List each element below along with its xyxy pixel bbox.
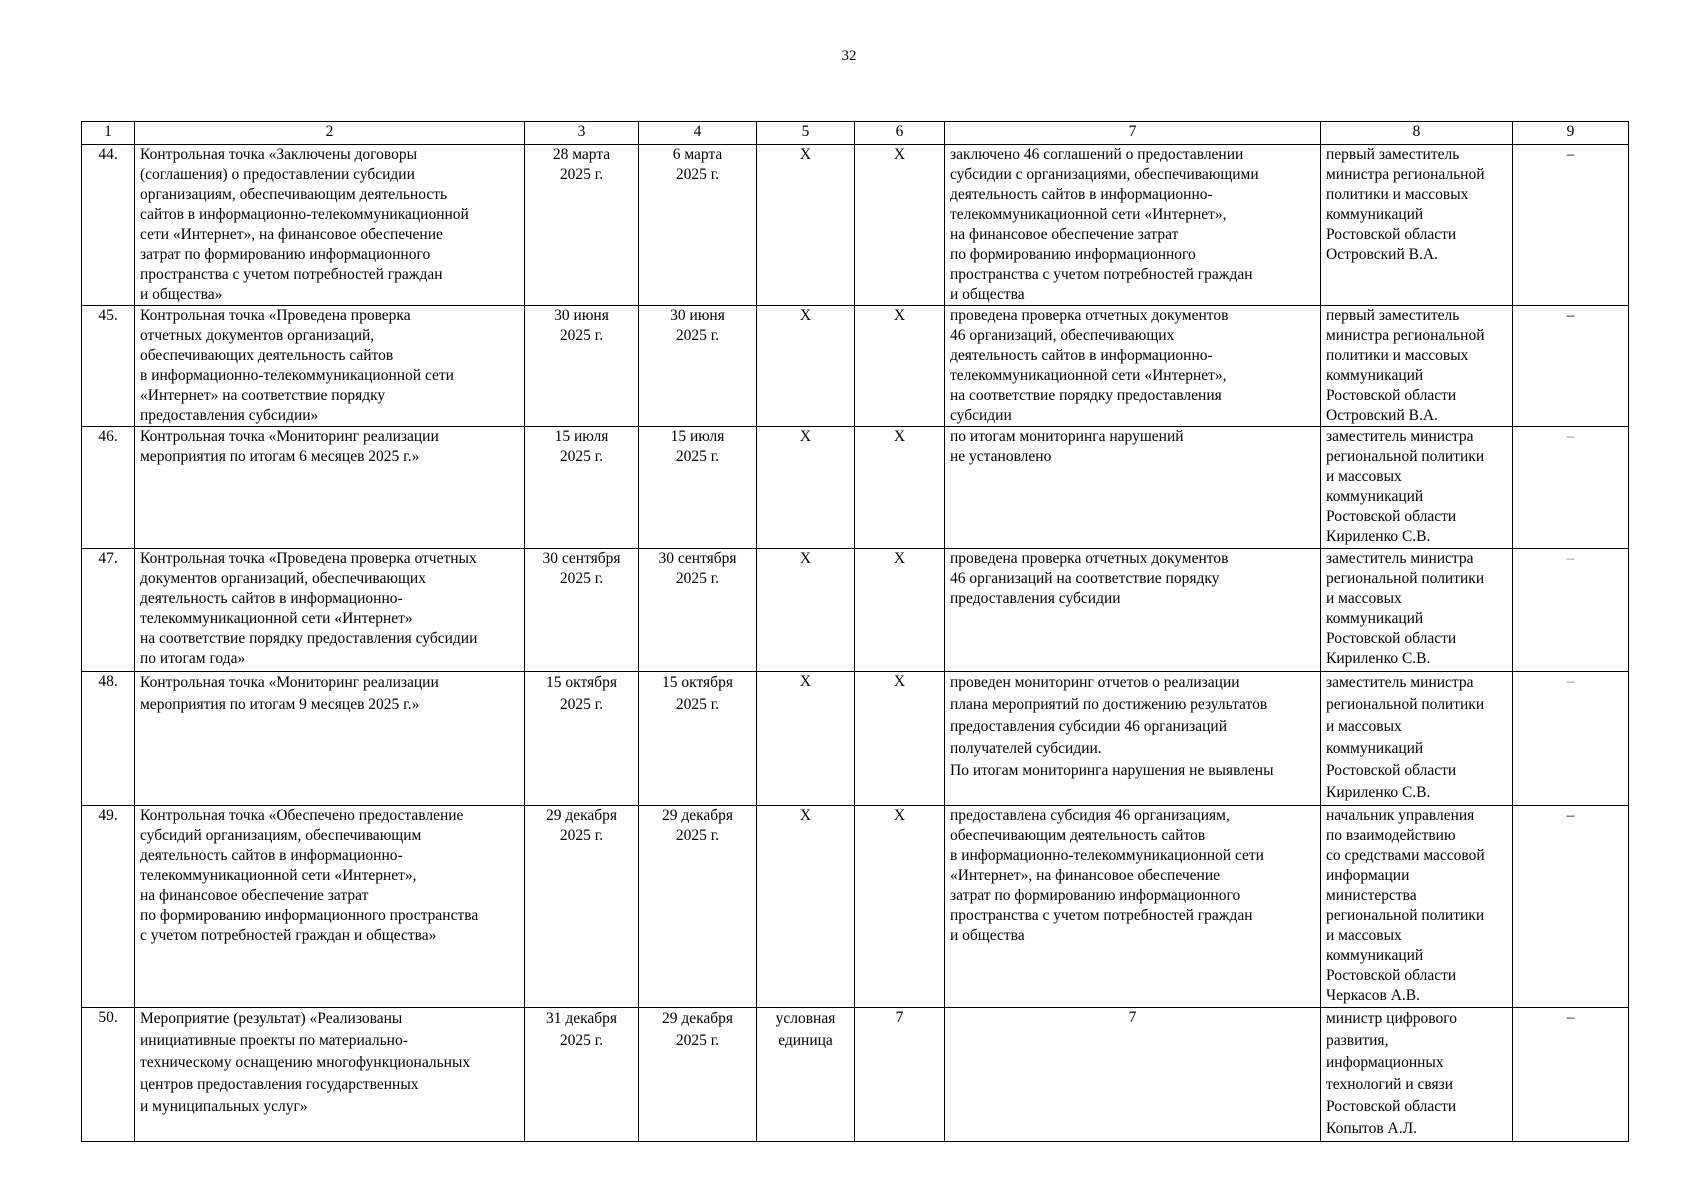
col5-value: Х bbox=[757, 306, 855, 427]
plan-date: 15 октября 2025 г. bbox=[525, 672, 639, 806]
fact-date: 15 октября 2025 г. bbox=[639, 672, 757, 806]
row-number: 49. bbox=[82, 806, 135, 1008]
result-text: предоставлена субсидия 46 организациям, обеспечивающим деятельность сайтов в информационно-телекоммуникационной сети «Интернет», на финансовое обеспечение затрат по формированию информационного пространства с учетом потребностей граждан и общества bbox=[945, 806, 1321, 1008]
fact-date: 29 декабря 2025 г. bbox=[639, 806, 757, 1008]
col9-value: – bbox=[1513, 1008, 1629, 1142]
col9-value: – bbox=[1513, 427, 1629, 549]
col5-value: Х bbox=[757, 549, 855, 672]
plan-date: 29 декабря 2025 г. bbox=[525, 806, 639, 1008]
result-text: проведена проверка отчетных документов 46 организаций, обеспечивающих деятельность сайтов в информационно- телекоммуникационной сети «Интернет», на соответствие порядку предоставления субсидии bbox=[945, 306, 1321, 427]
col6-value: Х bbox=[855, 549, 945, 672]
header-col-6: 6 bbox=[855, 122, 945, 145]
plan-date: 31 декабря 2025 г. bbox=[525, 1008, 639, 1142]
col9-value: – bbox=[1513, 306, 1629, 427]
responsible-person: заместитель министра региональной политики и массовых коммуникаций Ростовской области Кириленко С.В. bbox=[1321, 672, 1513, 806]
fact-date: 6 марта 2025 г. bbox=[639, 145, 757, 306]
col5-value: Х bbox=[757, 806, 855, 1008]
col9-value: – bbox=[1513, 806, 1629, 1008]
table-row bbox=[82, 145, 1629, 306]
event-name: Контрольная точка «Проведена проверка отчетных документов организаций, обеспечивающих деятельность сайтов в информационно-телекоммуникационной сети «Интернет» на соответствие порядку предоставления субсидии» bbox=[135, 306, 525, 427]
header-col-7: 7 bbox=[945, 122, 1321, 145]
header-col-8: 8 bbox=[1321, 122, 1513, 145]
header-col-3: 3 bbox=[525, 122, 639, 145]
table-row bbox=[82, 427, 1629, 549]
col9-value: – bbox=[1513, 672, 1629, 806]
plan-date: 30 июня 2025 г. bbox=[525, 306, 639, 427]
col6-value: 7 bbox=[855, 1008, 945, 1142]
event-name: Контрольная точка «Заключены договоры (соглашения) о предоставлении субсидии организациям, обеспечивающим деятельность сайтов в информационно-телекоммуникационной сети «Интернет», на финансовое обеспечение затрат по формированию информационного пространства с учетом потребностей граждан и общества» bbox=[135, 145, 525, 306]
responsible-person: первый заместитель министра региональной политики и массовых коммуникаций Ростовской области Островский В.А. bbox=[1321, 145, 1513, 306]
responsible-person: заместитель министра региональной политики и массовых коммуникаций Ростовской области Кириленко С.В. bbox=[1321, 427, 1513, 549]
result-text: проведена проверка отчетных документов 46 организаций на соответствие порядку предоставления субсидии bbox=[945, 549, 1321, 672]
table-row bbox=[82, 1008, 1629, 1142]
result-text: проведен мониторинг отчетов о реализации плана мероприятий по достижению результатов предоставления субсидии 46 организаций получателей субсидии. По итогам мониторинга нарушения не выявлены bbox=[945, 672, 1321, 806]
row-number: 50. bbox=[82, 1008, 135, 1142]
plan-date: 28 марта 2025 г. bbox=[525, 145, 639, 306]
col5-value: Х bbox=[757, 672, 855, 806]
responsible-person: первый заместитель министра региональной политики и массовых коммуникаций Ростовской области Островский В.А. bbox=[1321, 306, 1513, 427]
row-number: 48. bbox=[82, 672, 135, 806]
responsible-person: заместитель министра региональной политики и массовых коммуникаций Ростовской области Кириленко С.В. bbox=[1321, 549, 1513, 672]
responsible-person: министр цифрового развития, информационных технологий и связи Ростовской области Копытов А.Л. bbox=[1321, 1008, 1513, 1142]
plan-date: 15 июля 2025 г. bbox=[525, 427, 639, 549]
header-row bbox=[82, 122, 1629, 145]
col6-value: Х bbox=[855, 306, 945, 427]
header-col-4: 4 bbox=[639, 122, 757, 145]
table-row bbox=[82, 549, 1629, 672]
result-text: заключено 46 соглашений о предоставлении субсидии с организациями, обеспечивающими деятельность сайтов в информационно- телекоммуникационной сети «Интернет», на финансовое обеспечение затрат по формированию информационного пространства с учетом потребностей граждан и общества bbox=[945, 145, 1321, 306]
row-number: 47. bbox=[82, 549, 135, 672]
table-row bbox=[82, 806, 1629, 1008]
col5-value: условная единица bbox=[757, 1008, 855, 1142]
col6-value: Х bbox=[855, 145, 945, 306]
row-number: 45. bbox=[82, 306, 135, 427]
header-col-5: 5 bbox=[757, 122, 855, 145]
plan-date: 30 сентября 2025 г. bbox=[525, 549, 639, 672]
col6-value: Х bbox=[855, 806, 945, 1008]
event-name: Контрольная точка «Мониторинг реализации мероприятия по итогам 6 месяцев 2025 г.» bbox=[135, 427, 525, 549]
fact-date: 30 сентября 2025 г. bbox=[639, 549, 757, 672]
header-col-1: 1 bbox=[82, 122, 135, 145]
table-row bbox=[82, 672, 1629, 806]
event-name: Контрольная точка «Обеспечено предоставление субсидий организациям, обеспечивающим деятельность сайтов в информационно- телекоммуникационной сети «Интернет», на финансовое обеспечение затрат по формированию информационного пространства с учетом потребностей граждан и общества» bbox=[135, 806, 525, 1008]
table-row bbox=[82, 306, 1629, 427]
result-text: по итогам мониторинга нарушений не установлено bbox=[945, 427, 1321, 549]
page-number: 32 bbox=[841, 48, 857, 64]
col6-value: Х bbox=[855, 672, 945, 806]
col5-value: Х bbox=[757, 145, 855, 306]
row-number: 44. bbox=[82, 145, 135, 306]
col5-value: Х bbox=[757, 427, 855, 549]
control-points-table bbox=[81, 121, 1629, 1142]
col9-value: – bbox=[1513, 549, 1629, 672]
event-name: Контрольная точка «Проведена проверка отчетных документов организаций, обеспечивающих деятельность сайтов в информационно- телекоммуникационной сети «Интернет» на соответствие порядку предоставления субсидии по итогам года» bbox=[135, 549, 525, 672]
row-number: 46. bbox=[82, 427, 135, 549]
responsible-person: начальник управления по взаимодействию со средствами массовой информации министерства региональной политики и массовых коммуникаций Ростовской области Черкасов А.В. bbox=[1321, 806, 1513, 1008]
fact-date: 29 декабря 2025 г. bbox=[639, 1008, 757, 1142]
header-col-9: 9 bbox=[1513, 122, 1629, 145]
event-name: Мероприятие (результат) «Реализованы инициативные проекты по материально- техническому оснащению многофункциональных центров предоставления государственных и муниципальных услуг» bbox=[135, 1008, 525, 1142]
col6-value: Х bbox=[855, 427, 945, 549]
fact-date: 30 июня 2025 г. bbox=[639, 306, 757, 427]
fact-date: 15 июля 2025 г. bbox=[639, 427, 757, 549]
header-col-2: 2 bbox=[135, 122, 525, 145]
event-name: Контрольная точка «Мониторинг реализации мероприятия по итогам 9 месяцев 2025 г.» bbox=[135, 672, 525, 806]
col9-value: – bbox=[1513, 145, 1629, 306]
result-text: 7 bbox=[945, 1008, 1321, 1142]
